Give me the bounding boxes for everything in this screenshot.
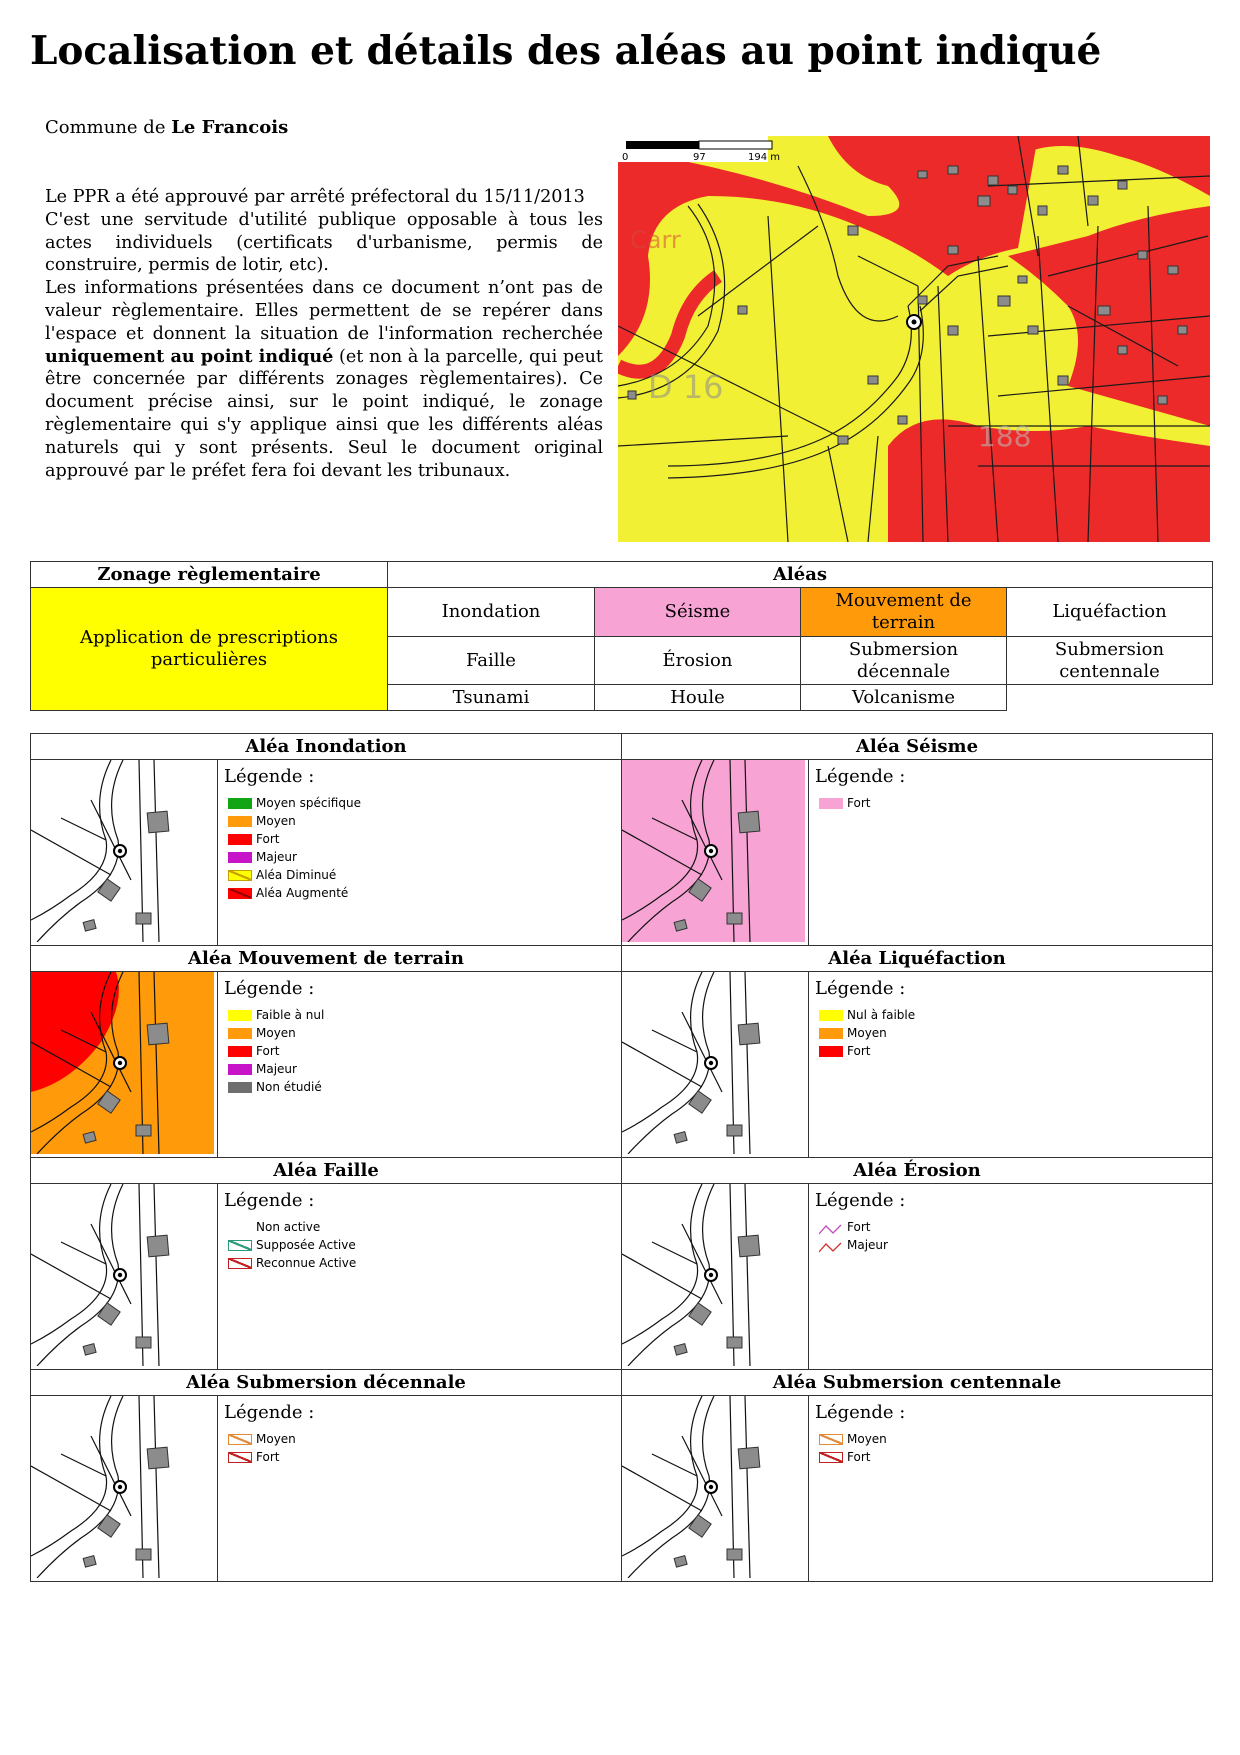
map-label-road: D 16 xyxy=(648,368,724,406)
alea-label: Liquéfaction xyxy=(1052,601,1167,622)
legend-label: Reconnue Active xyxy=(256,1256,357,1270)
mini-map xyxy=(31,972,214,1154)
mini-map xyxy=(622,1396,805,1578)
legend-swatch xyxy=(228,1046,252,1057)
legend-swatch xyxy=(228,1010,252,1021)
mini-map xyxy=(31,1396,214,1578)
legend-title: Légende : xyxy=(224,766,315,787)
panel-map xyxy=(31,972,218,1158)
panel-title: Aléa Érosion xyxy=(622,1158,1213,1184)
legend-swatch xyxy=(228,1222,252,1233)
zone-cell xyxy=(31,588,388,711)
legend-item xyxy=(815,1006,1212,1024)
legend-title: Légende : xyxy=(815,1402,906,1423)
panel-legend xyxy=(809,1184,1213,1370)
panel-legend xyxy=(809,972,1213,1158)
legend-item xyxy=(224,1024,621,1042)
legend-item xyxy=(224,1448,621,1466)
legend-swatch xyxy=(819,1028,843,1039)
panel-legend xyxy=(218,1184,622,1370)
legend-label: Faible à nul xyxy=(256,1008,325,1022)
panel-title: Aléa Faille xyxy=(31,1158,622,1184)
panel-title: Aléa Submersion centennale xyxy=(622,1370,1213,1396)
legend-label: Fort xyxy=(256,832,280,846)
map-label-elevation: 188 xyxy=(978,420,1032,453)
aleas-detail-table xyxy=(30,733,1213,1582)
legend-item xyxy=(224,1254,621,1272)
legend-swatch xyxy=(819,1046,843,1057)
legend-title: Légende : xyxy=(224,1402,315,1423)
legend-label: Non étudié xyxy=(256,1080,322,1094)
legend-item xyxy=(224,794,621,812)
panel-legend xyxy=(809,1396,1213,1582)
commune-prefix: Commune de xyxy=(45,117,172,138)
alea-label: Érosion xyxy=(662,649,733,671)
alea-label: Inondation xyxy=(441,601,541,622)
empty-cell xyxy=(1007,685,1213,711)
zone-text: Application de prescriptions particulières xyxy=(79,627,339,670)
legend-label: Moyen xyxy=(847,1026,887,1040)
legend-item xyxy=(224,1430,621,1448)
legend-label: Aléa Augmenté xyxy=(256,886,349,900)
panel-map xyxy=(622,1184,809,1370)
alea-cell xyxy=(801,588,1007,637)
panel-map xyxy=(31,1396,218,1582)
legend-label: Moyen xyxy=(847,1432,887,1446)
panel-title: Aléa Liquéfaction xyxy=(622,946,1213,972)
legend-swatch xyxy=(228,852,252,863)
intro-text xyxy=(45,186,603,482)
legend-swatch xyxy=(228,798,252,809)
legend-item xyxy=(224,1060,621,1078)
mini-map xyxy=(31,1184,214,1366)
intro-approval: Le PPR a été approuvé par arrêté préfectoral du 15/11/2013 xyxy=(45,187,585,207)
legend-swatch xyxy=(228,1240,252,1251)
legend-item xyxy=(224,1218,621,1236)
legend-item xyxy=(224,830,621,848)
panel-map xyxy=(622,972,809,1158)
legend-label: Majeur xyxy=(847,1238,888,1252)
legend-label: Non active xyxy=(256,1220,321,1234)
legend-label: Moyen xyxy=(256,1026,296,1040)
alea-label: Volcanisme xyxy=(851,686,956,708)
legend-item xyxy=(224,1236,621,1254)
legend-item xyxy=(815,794,1212,812)
location-map[interactable] xyxy=(618,136,1210,542)
alea-cell xyxy=(1007,637,1213,685)
legend-item xyxy=(815,1042,1212,1060)
mini-map xyxy=(622,972,805,1154)
alea-label: Faille xyxy=(466,649,516,671)
disclaimer-emphasis: uniquement au point indiqué xyxy=(45,345,334,367)
legend-swatch xyxy=(228,1434,252,1445)
legend-label: Fort xyxy=(847,1044,871,1058)
legend-title: Légende : xyxy=(224,978,315,999)
legend-label: Nul à faible xyxy=(847,1008,916,1022)
legend-swatch xyxy=(228,1082,252,1093)
alea-cell xyxy=(388,588,595,637)
map-scale-bar xyxy=(618,136,780,163)
legend-label: Fort xyxy=(256,1450,280,1464)
legend-swatch xyxy=(228,816,252,827)
alea-cell xyxy=(1007,588,1213,637)
panel-legend xyxy=(809,760,1213,946)
panel-title: Aléa Mouvement de terrain xyxy=(31,946,622,972)
mini-map xyxy=(31,760,214,942)
alea-cell xyxy=(595,588,801,637)
panel-title: Aléa Séisme xyxy=(622,734,1213,760)
alea-cell xyxy=(801,637,1007,685)
alea-cell xyxy=(595,685,801,711)
legend-swatch xyxy=(819,1434,843,1445)
legend-swatch xyxy=(819,1222,843,1233)
alea-label: Mouvement de terrain xyxy=(835,590,972,633)
legend-label: Majeur xyxy=(256,850,297,864)
alea-cell xyxy=(801,685,1007,711)
legend-swatch xyxy=(228,1064,252,1075)
mini-map xyxy=(622,1184,805,1366)
alea-label: Séisme xyxy=(664,601,731,622)
panel-legend xyxy=(218,972,622,1158)
legend-title: Légende : xyxy=(815,766,906,787)
zonage-table xyxy=(30,561,1213,711)
map-point-marker xyxy=(907,315,921,329)
legend-swatch xyxy=(228,1258,252,1269)
legend-item xyxy=(224,1042,621,1060)
map-label-carr: Carr xyxy=(630,226,681,254)
intro-disclaimer xyxy=(45,277,603,482)
legend-swatch xyxy=(228,834,252,845)
alea-label: Houle xyxy=(670,686,725,708)
panel-map xyxy=(31,760,218,946)
legend-label: Moyen spécifique xyxy=(256,796,361,810)
legend-item xyxy=(815,1430,1212,1448)
legend-title: Légende : xyxy=(224,1190,315,1211)
scale-label-194: 194 m xyxy=(748,152,781,163)
legend-label: Moyen xyxy=(256,814,296,828)
legend-label: Fort xyxy=(847,796,871,810)
panel-map xyxy=(622,1396,809,1582)
scale-label-0: 0 xyxy=(622,152,629,163)
aleas-header: Aléas xyxy=(388,562,1213,588)
legend-label: Moyen xyxy=(256,1432,296,1446)
panel-map xyxy=(622,760,809,946)
panel-title: Aléa Submersion décennale xyxy=(31,1370,622,1396)
legend-swatch xyxy=(228,1452,252,1463)
legend-swatch xyxy=(228,1028,252,1039)
legend-swatch xyxy=(228,888,252,899)
intro-servitude: C'est une servitude d'utilité publique opposable à tous les actes individuels (certificats d'urbanisme, permis de construire, permis de lotir, etc). xyxy=(45,209,603,276)
alea-cell xyxy=(388,637,595,685)
legend-item xyxy=(815,1448,1212,1466)
legend-item xyxy=(815,1236,1212,1254)
legend-title: Légende : xyxy=(815,978,906,999)
legend-swatch xyxy=(819,798,843,809)
location-map-svg xyxy=(618,136,1210,542)
legend-item xyxy=(224,1006,621,1024)
legend-item xyxy=(224,812,621,830)
legend-label: Fort xyxy=(847,1450,871,1464)
legend-item xyxy=(224,1078,621,1096)
disclaimer-part-2: (et non à la parcelle, qui peut être concernée par différents zonages règlementaires). Ce document précise ainsi, sur le point indiqué, le zonage règlementaire qui s'y applique ainsi que les différents aléas naturels qui y sont présents. Seul le document original approuvé par le préfet fera foi devant les tribunaux. xyxy=(45,346,603,481)
legend-title: Légende : xyxy=(815,1190,906,1211)
alea-cell xyxy=(388,685,595,711)
panel-legend xyxy=(218,760,622,946)
panel-title: Aléa Inondation xyxy=(31,734,622,760)
panel-map xyxy=(31,1184,218,1370)
page-title: Localisation et détails des aléas au point indiqué xyxy=(30,28,1102,74)
legend-item xyxy=(815,1024,1212,1042)
commune-name: Le Francois xyxy=(171,117,289,138)
legend-swatch xyxy=(819,1010,843,1021)
legend-item xyxy=(224,866,621,884)
scale-label-97: 97 xyxy=(693,152,706,163)
legend-item xyxy=(224,884,621,902)
legend-item xyxy=(815,1218,1212,1236)
legend-swatch xyxy=(819,1240,843,1251)
disclaimer-part-1: Les informations présentées dans ce document n’ont pas de valeur règlementaire. Elles permettent de se repérer dans l'espace et donnent la situation de l'information recherchée xyxy=(45,278,603,344)
alea-label: Tsunami xyxy=(452,686,530,708)
commune-line xyxy=(45,117,288,138)
legend-swatch xyxy=(228,870,252,881)
legend-item xyxy=(224,848,621,866)
legend-label: Aléa Diminué xyxy=(256,868,337,882)
alea-label: Submersion décennale xyxy=(848,638,959,682)
alea-cell xyxy=(595,637,801,685)
panel-legend xyxy=(218,1396,622,1582)
legend-swatch xyxy=(819,1452,843,1463)
alea-label: Submersion centennale xyxy=(1054,638,1165,682)
legend-label: Fort xyxy=(847,1220,871,1234)
zonage-header: Zonage règlementaire xyxy=(31,562,388,588)
mini-map xyxy=(622,760,805,942)
legend-label: Fort xyxy=(256,1044,280,1058)
legend-label: Supposée Active xyxy=(256,1238,356,1252)
legend-label: Majeur xyxy=(256,1062,297,1076)
